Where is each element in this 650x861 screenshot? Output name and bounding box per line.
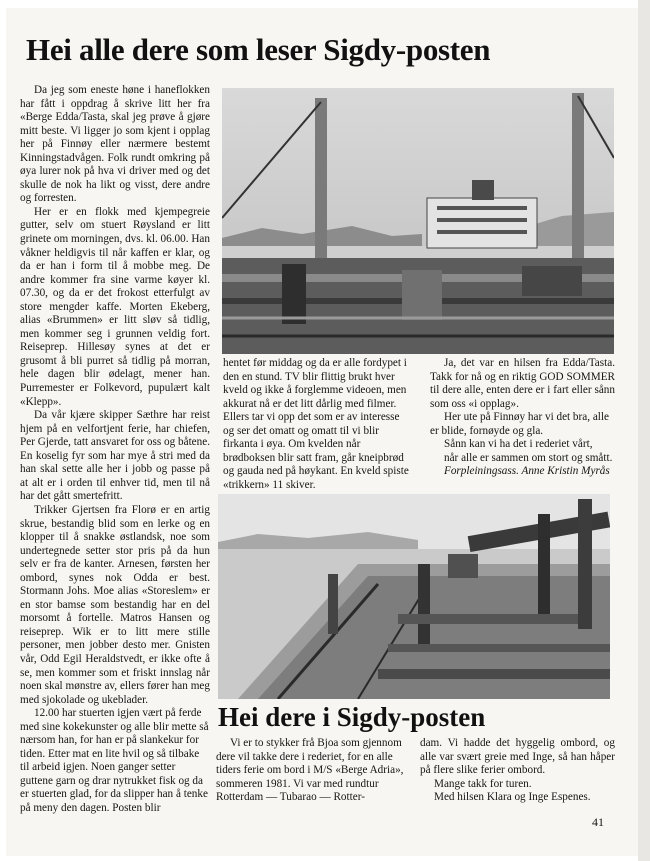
paragraph: Da jeg som eneste høne i haneflokken har fått i oppdrag å skrive litt her fra «Berge Edda/Tasta, skal jeg prøve å gjøre mitt beste. Vi ligger jo som kjent i opplag her på Finnøy eller nærmere bestemt Kinningstadvågen. Folk rundt omkring på øya lurer nok på hva vi driver med og det skulle de nok ha likt og visst, dere andre og forresten. <box>20 84 210 205</box>
page-number: 41 <box>592 815 604 829</box>
paragraph: Da vår kjære skipper Sæthre har reist hjem på en velfortjent ferie, har chiefen, Per Gjerde, tatt ansvaret for oss og båtene. En koselig fyr som har mye å stri med da han skal sette alle her i jobb og passe på at alt er i orden til enhver tid, men til nå har det gått smertefritt. <box>20 409 210 503</box>
poem-line: når alle er sammen om stort og smått. <box>444 451 613 464</box>
article1-column-1 <box>20 84 210 816</box>
paragraph: Trikker Gjertsen fra Florø er en artig skrue, bestandig blid som en lerke og en klopper til å snakke østlandsk, noe som undertegnede setter stor pris på da hun selv er fra de kanter. Arnesen, førsten her ombord, synes nok Odda er best. Stormann Johs. Moe alias «Storeslem» er en stor bamse som bestandig har en del morsomt å fortelle. Matros Hansen og reiseprep. Wik er to litt mere stille personer, men jobber desto mer. Gnisten vår, Odd Egil Heraldstvedt, er ikke ofte å se, men kommer som et friskt innslag når noen skal mønstre av, ellers fører han meg med sjokolade og ukeblader. <box>20 503 210 706</box>
ship-deck-harbor-photo <box>218 494 610 699</box>
paragraph: Vi er to stykker frå Bjoa som gjennom dere vil takke dere i rederiet, for en alle tiders ferie om bord i M/S «Berge Adria», sommeren 1981. Vi var med rundtur Rotterdam — Tubarao — Rotter- <box>216 737 404 804</box>
paragraph: 12.00 har stuerten igjen vært på ferde med sine kokekunster og alle blir mette så nærsom han, for han er på slankekur for tiden. Etter mat en lite hvil og så tilbake til arbeid igjen. Noen ganger setter guttene garn og drar nytrukket fisk og da er stuerten glad, for da slipper han å tenke på meny den dagen. Posten blir <box>20 707 209 814</box>
tanker-deck-photo <box>222 88 614 354</box>
article1-column-3 <box>430 357 615 479</box>
paragraph: hentet før middag og da er alle fordypet i den en stund. TV blir flittig brukt hver kveld og ikke å forglemme videoen, men akkurat nå er det litt dårlig med filmer. Ellers tar vi opp det som er av interesse og ser det omatt og omatt til vi blir firkanta i øya. Om kvelden når brødboksen blir satt fram, går kneipbrød og gauda ned på høykant. En kveld spiste «trikkern» 11 skiver. <box>223 357 409 491</box>
paragraph: Her er en flokk med kjempegreie gutter, selv om stuert Røysland er litt grinete om morningen, dvs. kl. 06.00. Han våkner heldigvis til når kaffen er klar, og da er han i form til å mobbe meg. De andre kommer fra sine varme køyer kl. 07.30, og da er det frokost etterfulgt av store mengder kaffe. Morten Ekeberg, alias «Brummen» er litt sløv så tidlig, men kommer seg i grunnen veldig fort. Reiseprep. Hillesøy synes at det er grusomt å bli purret så tidlig på morran, hele dagen blir ødelagt, mener han. Purremester er Folkevord, pupulært kalt «Klepp». <box>20 205 210 408</box>
paragraph: dam. Vi hadde det hyggelig ombord, og alle var svært greie med Inge, så han håper på flere slike ferier ombord. <box>420 737 615 777</box>
article1-column-2 <box>223 357 413 492</box>
poem-line: Her ute på Finnøy har vi det bra, alle er blide, fornøyde og gla. <box>430 411 609 437</box>
page-edge <box>638 0 650 861</box>
poem-line: Sånn kan vi ha det i rederiet vårt, <box>444 438 593 451</box>
paragraph: Med hilsen Klara og Inge Espenes. <box>434 791 591 804</box>
paragraph: Ja, det var en hilsen fra Edda/Tasta. Takk for nå og en riktig GOD SOMMER til dere alle, enten dere er i fart eller sånn som oss «i opplag». <box>430 357 615 410</box>
article2-title: Hei dere i Sigdy-posten <box>218 702 486 732</box>
article2-column-1 <box>216 737 406 805</box>
signature: Forpleiningsass. Anne Kristin Myrås <box>444 465 610 478</box>
article2-column-2 <box>420 737 615 805</box>
page-title: Hei alle dere som leser Sigdy-posten <box>26 32 491 67</box>
paragraph: Mange takk for turen. <box>434 777 532 790</box>
